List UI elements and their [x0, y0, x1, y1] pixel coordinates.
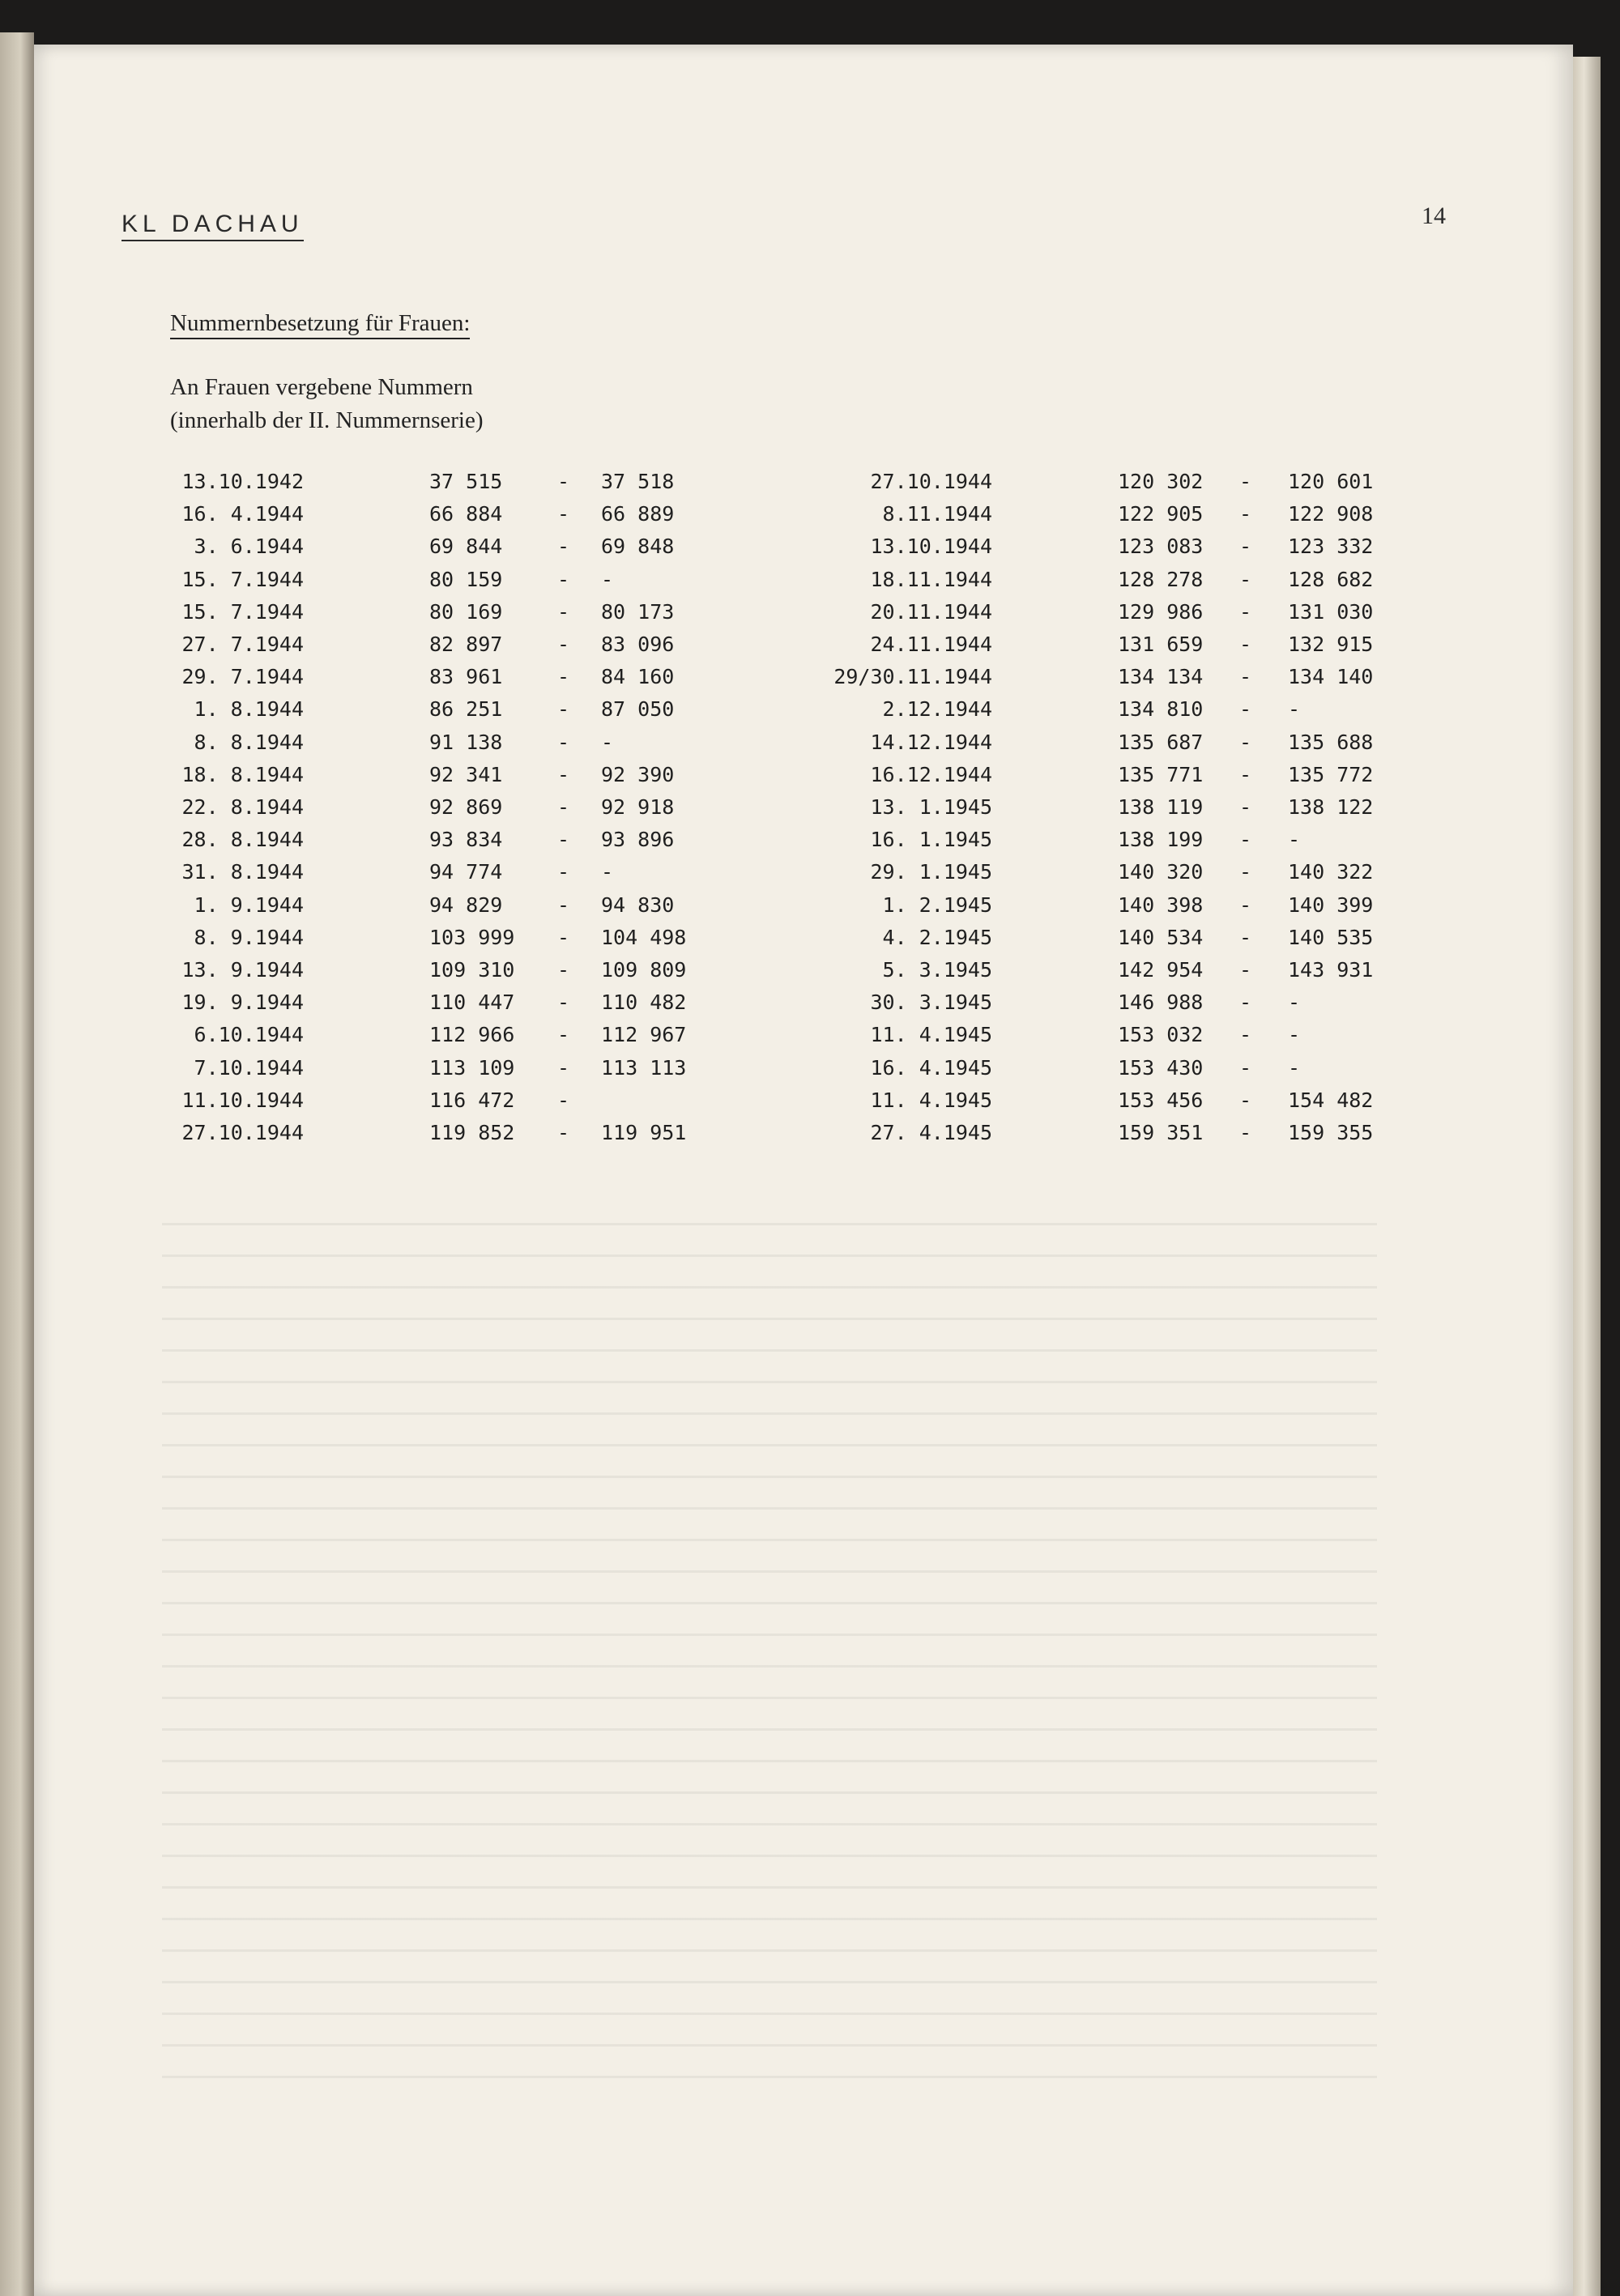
cell-date: 7.10.1944: [194, 1055, 304, 1080]
cell-from: 122 905: [1118, 502, 1204, 526]
right-page-edge: [1573, 57, 1601, 2296]
cell-from: 119 852: [429, 1121, 515, 1144]
cell-dash: -: [1239, 502, 1252, 526]
cell-from: 109 310: [429, 958, 515, 982]
cell-date: 24.11.1944: [870, 633, 992, 656]
cell-from: 94 774: [429, 860, 503, 884]
cell-date: 27. 7.1944: [181, 633, 304, 656]
cell-date: 27.10.1944: [181, 1121, 304, 1144]
cell-dash: -: [557, 535, 570, 559]
cell-date: 27. 4.1945: [870, 1121, 992, 1144]
cell-to: 80 173: [601, 599, 675, 624]
cell-date: 28. 8.1944: [181, 828, 304, 852]
cell-from: 142 954: [1118, 958, 1204, 982]
cell-date: 8. 9.1944: [194, 925, 304, 949]
cell-date: 19. 9.1944: [181, 990, 304, 1015]
cell-dash: -: [1239, 633, 1252, 656]
cell-to: 143 931: [1288, 958, 1374, 982]
cell-from: 135 771: [1118, 762, 1204, 786]
cell-from: 153 456: [1118, 1088, 1204, 1112]
cell-date: 13. 1.1945: [870, 795, 992, 819]
cell-date: 11.10.1944: [181, 1088, 304, 1112]
intro-line-2: (innerhalb der II. Nummernserie): [170, 407, 484, 433]
cell-from: 93 834: [429, 828, 503, 852]
cell-from: 80 169: [429, 599, 503, 624]
cell-dash: -: [557, 762, 570, 786]
cell-to: 128 682: [1288, 567, 1374, 591]
cell-dash: -: [557, 633, 570, 656]
cell-from: 138 119: [1118, 795, 1204, 819]
cell-date: 16. 1.1945: [870, 828, 992, 852]
cell-date: 27.10.1944: [870, 470, 992, 493]
cell-to: 140 399: [1288, 892, 1374, 917]
cell-to: 112 967: [601, 1023, 687, 1047]
cell-to: 69 848: [601, 535, 675, 559]
cell-dash: -: [557, 730, 570, 754]
cell-date: 16. 4.1945: [870, 1055, 992, 1080]
cell-date: 11. 4.1945: [870, 1088, 992, 1112]
cell-to: 123 332: [1288, 535, 1374, 559]
cell-from: 92 869: [429, 795, 503, 819]
cell-date: 13. 9.1944: [181, 958, 304, 982]
cell-dash: -: [1239, 958, 1252, 982]
cell-dash: -: [1239, 795, 1252, 819]
cell-dash: -: [1239, 599, 1252, 624]
cell-date: 15. 7.1944: [181, 567, 304, 591]
cell-dash: -: [1239, 665, 1252, 689]
cell-to: 140 535: [1288, 925, 1374, 949]
cell-dash: -: [557, 502, 570, 526]
cell-dash: -: [557, 599, 570, 624]
cell-from: 94 829: [429, 892, 503, 917]
cell-to: 66 889: [601, 502, 675, 526]
cell-to: 140 322: [1288, 860, 1374, 884]
cell-date: 3. 6.1944: [194, 535, 304, 559]
cell-dash: -: [1239, 892, 1252, 917]
cell-to: -: [601, 567, 614, 591]
cell-to: 113 113: [601, 1055, 687, 1080]
cell-from: 129 986: [1118, 599, 1204, 624]
cell-dash: -: [1239, 1023, 1252, 1047]
cell-date: 6.10.1944: [194, 1023, 304, 1047]
left-page-edge: [0, 32, 34, 2296]
cell-date: 8.11.1944: [882, 502, 992, 526]
cell-dash: -: [557, 795, 570, 819]
cell-from: 83 961: [429, 665, 503, 689]
cell-dash: -: [557, 1121, 570, 1144]
cell-from: 91 138: [429, 730, 503, 754]
header-title: KL DACHAU: [122, 211, 304, 241]
cell-from: 120 302: [1118, 470, 1204, 493]
cell-dash: -: [1239, 925, 1252, 949]
cell-date: 13.10.1942: [181, 470, 304, 493]
cell-dash: -: [1239, 730, 1252, 754]
cell-to: 109 809: [601, 958, 687, 982]
cell-dash: -: [1239, 990, 1252, 1015]
cell-from: 131 659: [1118, 633, 1204, 656]
cell-date: 16. 4.1944: [181, 502, 304, 526]
cell-dash: -: [557, 1088, 570, 1112]
cell-date: 29/30.11.1944: [833, 665, 992, 689]
section-heading: Nummernbesetzung für Frauen:: [170, 310, 470, 339]
cell-dash: -: [1239, 470, 1252, 493]
cell-from: 159 351: [1118, 1121, 1204, 1144]
cell-date: 11. 4.1945: [870, 1023, 992, 1047]
cell-dash: -: [1239, 1055, 1252, 1080]
cell-to: 120 601: [1288, 470, 1374, 493]
cell-from: 140 398: [1118, 892, 1204, 917]
page-number: 14: [1422, 202, 1446, 229]
cell-to: -: [1288, 828, 1301, 852]
cell-dash: -: [557, 958, 570, 982]
cell-dash: -: [1239, 1088, 1252, 1112]
cell-dash: -: [1239, 860, 1252, 884]
cell-from: 86 251: [429, 697, 503, 722]
cell-date: 22. 8.1944: [181, 795, 304, 819]
cell-date: 18.11.1944: [870, 567, 992, 591]
cell-date: 2.12.1944: [882, 697, 992, 722]
cell-from: 82 897: [429, 633, 503, 656]
cell-dash: -: [557, 1055, 570, 1080]
cell-to: 37 518: [601, 470, 675, 493]
cell-date: 29. 1.1945: [870, 860, 992, 884]
cell-dash: -: [557, 1023, 570, 1047]
cell-from: 113 109: [429, 1055, 515, 1080]
cell-dash: -: [1239, 762, 1252, 786]
cell-dash: -: [557, 990, 570, 1015]
cell-date: 15. 7.1944: [181, 599, 304, 624]
cell-dash: -: [557, 925, 570, 949]
cell-to: 135 688: [1288, 730, 1374, 754]
cell-date: 1. 9.1944: [194, 892, 304, 917]
cell-from: 138 199: [1118, 828, 1204, 852]
cell-date: 13.10.1944: [870, 535, 992, 559]
cell-date: 18. 8.1944: [181, 762, 304, 786]
cell-date: 31. 8.1944: [181, 860, 304, 884]
cell-date: 14.12.1944: [870, 730, 992, 754]
cell-date: 20.11.1944: [870, 599, 992, 624]
cell-from: 153 032: [1118, 1023, 1204, 1047]
cell-from: 112 966: [429, 1023, 515, 1047]
cell-from: 134 810: [1118, 697, 1204, 722]
cell-date: 16.12.1944: [870, 762, 992, 786]
cell-from: 134 134: [1118, 665, 1204, 689]
cell-from: 123 083: [1118, 535, 1204, 559]
cell-date: 30. 3.1945: [870, 990, 992, 1015]
cell-to: 131 030: [1288, 599, 1374, 624]
cell-dash: -: [557, 665, 570, 689]
cell-from: 140 534: [1118, 925, 1204, 949]
cell-date: 29. 7.1944: [181, 665, 304, 689]
cell-to: 83 096: [601, 633, 675, 656]
cell-dash: -: [1239, 535, 1252, 559]
cell-to: 94 830: [601, 892, 675, 917]
cell-dash: -: [557, 567, 570, 591]
cell-from: 66 884: [429, 502, 503, 526]
cell-from: 92 341: [429, 762, 503, 786]
cell-date: 8. 8.1944: [194, 730, 304, 754]
cell-from: 103 999: [429, 925, 515, 949]
cell-dash: -: [1239, 567, 1252, 591]
cell-to: 138 122: [1288, 795, 1374, 819]
cell-date: 5. 3.1945: [882, 958, 992, 982]
cell-to: 92 918: [601, 795, 675, 819]
cell-dash: -: [557, 892, 570, 917]
cell-date: 4. 2.1945: [882, 925, 992, 949]
bleed-through-text: [162, 1199, 1377, 2089]
cell-from: 69 844: [429, 535, 503, 559]
cell-to: 159 355: [1288, 1121, 1374, 1144]
cell-to: -: [601, 860, 614, 884]
cell-to: 134 140: [1288, 665, 1374, 689]
cell-from: 37 515: [429, 470, 503, 493]
cell-dash: -: [1239, 1121, 1252, 1144]
cell-to: 132 915: [1288, 633, 1374, 656]
cell-to: 122 908: [1288, 502, 1374, 526]
cell-dash: -: [1239, 697, 1252, 722]
cell-from: 128 278: [1118, 567, 1204, 591]
cell-to: 110 482: [601, 990, 687, 1015]
cell-to: -: [601, 730, 614, 754]
cell-to: 84 160: [601, 665, 675, 689]
cell-from: 140 320: [1118, 860, 1204, 884]
cell-to: 93 896: [601, 828, 675, 852]
cell-to: -: [1288, 1023, 1301, 1047]
cell-to: 154 482: [1288, 1088, 1374, 1112]
cell-from: 146 988: [1118, 990, 1204, 1015]
cell-dash: -: [557, 828, 570, 852]
cell-to: -: [1288, 990, 1301, 1015]
cell-from: 153 430: [1118, 1055, 1204, 1080]
cell-to: 104 498: [601, 925, 687, 949]
cell-to: -: [1288, 1055, 1301, 1080]
cell-dash: -: [557, 860, 570, 884]
cell-to: 92 390: [601, 762, 675, 786]
cell-to: 135 772: [1288, 762, 1374, 786]
cell-from: 110 447: [429, 990, 515, 1015]
cell-date: 1. 8.1944: [194, 697, 304, 722]
cell-to: 119 951: [601, 1121, 687, 1144]
cell-to: -: [1288, 697, 1301, 722]
intro-line-1: An Frauen vergebene Nummern: [170, 374, 473, 400]
cell-date: 1. 2.1945: [882, 892, 992, 917]
cell-dash: -: [557, 697, 570, 722]
cell-dash: -: [557, 470, 570, 493]
cell-to: 87 050: [601, 697, 675, 722]
cell-from: 116 472: [429, 1088, 515, 1112]
cell-from: 80 159: [429, 567, 503, 591]
cell-from: 135 687: [1118, 730, 1204, 754]
cell-dash: -: [1239, 828, 1252, 852]
